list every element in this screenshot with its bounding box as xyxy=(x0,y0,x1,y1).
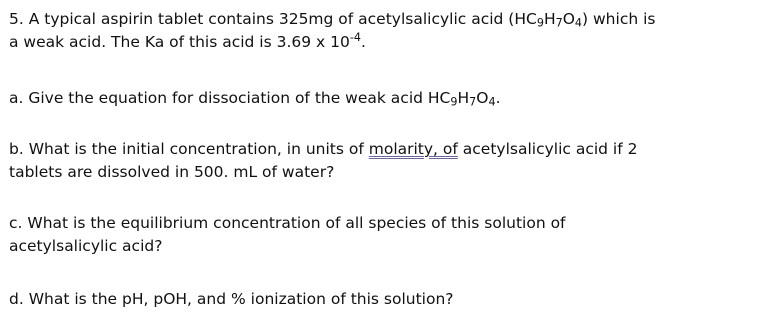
formula-subscript: 4 xyxy=(574,16,583,30)
question-c xyxy=(9,212,566,258)
question-b-line-2: tablets are dissolved in 500. mL of water? xyxy=(9,163,335,181)
formula-element: O xyxy=(562,10,575,28)
question-c-line-1: c. What is the equilibrium concentration of all species of this solution of xyxy=(9,214,566,232)
formula-element: O xyxy=(476,89,489,107)
question-b-text-1a: b. What is the initial concentration, in units of xyxy=(9,140,369,158)
formula-subscript: 7 xyxy=(469,95,477,109)
molarity-underlined: molarity, of xyxy=(368,140,458,158)
formula-element: H xyxy=(457,89,470,107)
question-b xyxy=(9,138,638,184)
ka-exponent: -4 xyxy=(349,30,361,44)
formula-element: H xyxy=(543,10,556,28)
question-5 xyxy=(9,8,655,54)
formula-subscript: 7 xyxy=(555,16,563,30)
question-5-line-2 xyxy=(9,31,655,54)
question-a xyxy=(9,87,501,110)
question-5-text-1b: ) which is xyxy=(582,10,656,28)
question-c-line-2: acetylsalicylic acid? xyxy=(9,237,163,255)
question-b-line-1 xyxy=(9,138,638,161)
question-5-text-2b: . xyxy=(361,33,366,51)
question-d xyxy=(9,288,454,311)
formula-subscript: 4 xyxy=(488,95,496,109)
question-b-text-1b: acetylsalicylic acid if 2 xyxy=(457,140,638,158)
question-5-text-1a: 5. A typical aspirin tablet contains 325mg of acetylsalicylic acid (HC xyxy=(9,10,537,28)
formula-subscript: 9 xyxy=(450,95,458,109)
question-5-line-1 xyxy=(9,8,655,31)
formula-subscript: 9 xyxy=(536,16,544,30)
question-5-text-2a: a weak acid. The Ka of this acid is 3.69 x 10 xyxy=(9,33,350,51)
question-d-text: d. What is the pH, pOH, and % ionization of this solution? xyxy=(9,290,454,308)
question-a-period: . xyxy=(495,89,501,107)
question-a-text: a. Give the equation for dissociation of the weak acid HC xyxy=(9,89,451,107)
